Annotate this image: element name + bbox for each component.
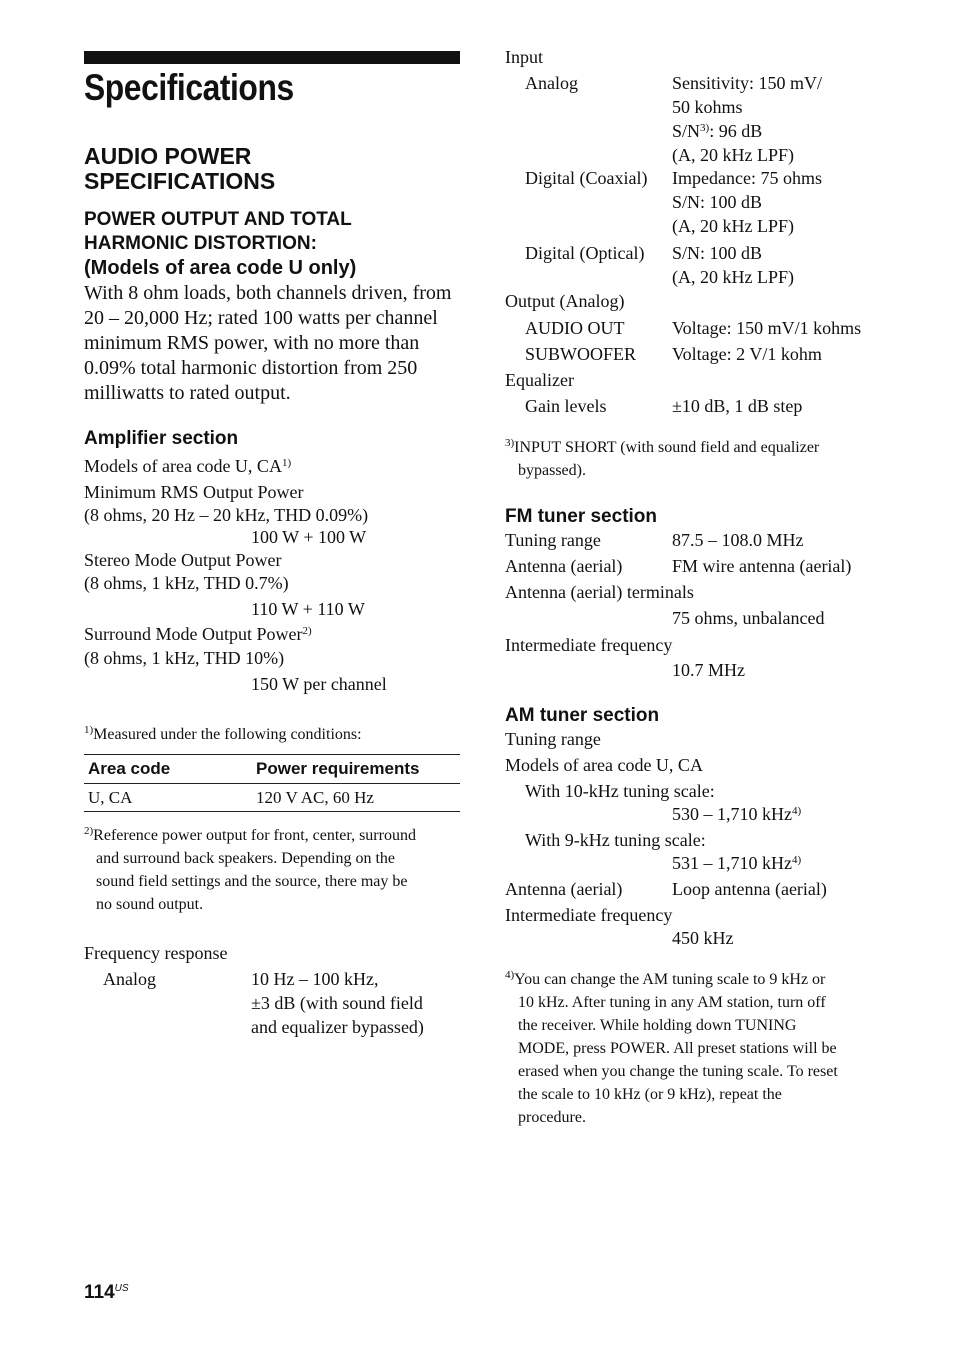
footnote-ref: 2) (302, 625, 312, 637)
value-line (672, 119, 822, 143)
footnote-2-line (84, 824, 464, 847)
am-if-value: 450 kHz (672, 928, 734, 948)
am-9khz-label: With 9-kHz tuning scale: (525, 830, 706, 850)
am-9khz-value-line (672, 851, 801, 875)
audio-out-label: AUDIO OUT (525, 318, 625, 338)
gain-levels-value: ±10 dB, 1 dB step (672, 396, 803, 416)
footnote-marker: 3) (505, 437, 515, 449)
fm-if-label: Intermediate frequency (505, 635, 673, 655)
table-cell-power-requirements: 120 V AC, 60 Hz (252, 784, 460, 812)
audio-power-heading-line2: SPECIFICATIONS (84, 168, 276, 194)
footnote-2-line: and surround back speakers. Depending on the (96, 850, 396, 867)
models-area-u-subheading: (Models of area code U only) (84, 257, 357, 279)
footnote-4-line (505, 968, 890, 991)
gain-levels-label: Gain levels (525, 396, 607, 416)
input-label: Input (505, 47, 543, 67)
value-line: ±3 dB (with sound field (251, 993, 423, 1013)
footnote-4-line: procedure. (518, 1109, 586, 1126)
power-output-subheading-line2: HARMONIC DISTORTION: (84, 233, 317, 254)
footnote-4-line: 10 kHz. After tuning in any AM station, turn off (518, 994, 826, 1011)
am-10khz-value-line (672, 802, 801, 826)
page-number-suffix: US (114, 1283, 129, 1294)
footnote-4-line: erased when you change the tuning scale. To reset (518, 1063, 838, 1080)
min-rms-label: Minimum RMS Output Power (84, 482, 304, 502)
footnote-2-text: Reference power output for front, center, surround (93, 827, 416, 844)
am-if-label: Intermediate frequency (505, 905, 673, 925)
min-rms-conditions: (8 ohms, 20 Hz – 20 kHz, THD 0.09%) (84, 505, 369, 525)
value-line: (A, 20 kHz LPF) (672, 267, 794, 287)
para-line: With 8 ohm loads, both channels driven, from (84, 282, 452, 304)
subwoofer-label: SUBWOOFER (525, 344, 637, 364)
fm-tuning-range-value: 87.5 – 108.0 MHz (672, 530, 804, 550)
amp-models-text: Models of area code U, CA (84, 456, 282, 476)
audio-power-heading-line1: AUDIO POWER (84, 143, 252, 169)
surround-mode-conditions: (8 ohms, 1 kHz, THD 10%) (84, 648, 285, 668)
footnote-4-line: MODE, press POWER. All preset stations will be (518, 1040, 837, 1057)
power-output-paragraph (84, 281, 451, 406)
value-line: S/N: 100 dB (672, 243, 763, 263)
value-line: and equalizer bypassed) (251, 1017, 424, 1037)
fm-if-value: 10.7 MHz (672, 660, 745, 680)
surround-mode-label: Surround Mode Output Power (84, 624, 303, 644)
output-label: Output (Analog) (505, 291, 625, 311)
table-header-row (84, 755, 460, 784)
footnote-marker: 2) (84, 825, 94, 837)
footnote-2-line: sound field settings and the source, there may be (96, 873, 408, 890)
subwoofer-value: Voltage: 2 V/1 kohm (672, 344, 822, 364)
para-line: 0.09% total harmonic distortion from 250 (84, 357, 418, 379)
footnote-3-line (505, 436, 885, 459)
surround-mode-value: 150 W per channel (251, 674, 387, 694)
footnote-2 (84, 824, 464, 916)
page-number-value: 114 (84, 1282, 115, 1303)
input-analog-values (672, 71, 822, 167)
footnote-ref: 4) (792, 854, 802, 866)
amp-models-line (84, 454, 291, 478)
sn-text: S/N (672, 121, 701, 141)
footnote-marker: 1) (84, 724, 94, 736)
input-coaxial-values (672, 166, 822, 238)
fm-tuner-heading: FM tuner section (505, 506, 658, 527)
stereo-mode-label: Stereo Mode Output Power (84, 550, 282, 570)
page-title: Specifications (84, 67, 294, 108)
footnote-3-text: INPUT SHORT (with sound field and equalizer (514, 439, 820, 456)
power-output-subheading (84, 208, 460, 256)
value-line: Impedance: 75 ohms (672, 168, 822, 188)
amplifier-section-heading: Amplifier section (84, 428, 239, 449)
am-10khz-value: 530 – 1,710 kHz (672, 804, 792, 824)
fm-antenna-value: FM wire antenna (aerial) (672, 556, 852, 576)
table-row (84, 784, 460, 812)
para-line: minimum RMS power, with no more than (84, 332, 420, 354)
equalizer-label: Equalizer (505, 370, 574, 390)
frequency-response-label: Frequency response (84, 943, 228, 963)
am-antenna-value: Loop antenna (aerial) (672, 879, 827, 899)
freq-analog-label: Analog (103, 969, 156, 989)
audio-out-value: Voltage: 150 mV/1 kohms (672, 318, 862, 338)
title-rule (84, 51, 460, 64)
footnote-4 (505, 968, 890, 1129)
freq-analog-value (251, 967, 424, 1039)
power-requirements-table (84, 754, 460, 812)
footnote-3-line: bypassed). (518, 462, 586, 479)
fm-terminals-value: 75 ohms, unbalanced (672, 608, 825, 628)
value-line: 10 Hz – 100 kHz, (251, 969, 379, 989)
min-rms-value: 100 W + 100 W (251, 527, 367, 547)
table-header-area-code: Area code (84, 755, 252, 784)
footnote-marker: 4) (505, 969, 515, 981)
value-line: S/N: 100 dB (672, 192, 763, 212)
value-line: 50 kohms (672, 97, 743, 117)
power-output-subheading-line1: POWER OUTPUT AND TOTAL (84, 209, 352, 230)
am-tuner-heading: AM tuner section (505, 705, 660, 726)
footnote-ref: 3) (700, 122, 710, 134)
surround-mode-line (84, 622, 312, 646)
footnote-4-line: the receiver. While holding down TUNING (518, 1017, 797, 1034)
footnote-ref: 4) (792, 805, 802, 817)
stereo-mode-conditions: (8 ohms, 1 kHz, THD 0.7%) (84, 573, 289, 593)
input-coaxial-label: Digital (Coaxial) (525, 168, 648, 188)
am-10khz-label: With 10-kHz tuning scale: (525, 781, 715, 801)
input-analog-label: Analog (525, 73, 578, 93)
fm-antenna-label: Antenna (aerial) (505, 556, 623, 576)
fm-terminals-label: Antenna (aerial) terminals (505, 582, 694, 602)
am-antenna-label: Antenna (aerial) (505, 879, 623, 899)
value-line: (A, 20 kHz LPF) (672, 145, 794, 165)
input-optical-label: Digital (Optical) (525, 243, 645, 263)
table-cell-area-code: U, CA (84, 784, 252, 812)
audio-power-heading (84, 144, 275, 194)
para-line: milliwatts to rated output. (84, 382, 291, 404)
stereo-mode-value: 110 W + 110 W (251, 599, 365, 619)
value-line: Sensitivity: 150 mV/ (672, 73, 823, 93)
am-tuning-range-label: Tuning range (505, 729, 601, 749)
footnote-1 (84, 723, 362, 746)
am-9khz-value: 531 – 1,710 kHz (672, 853, 792, 873)
value-line: (A, 20 kHz LPF) (672, 216, 794, 236)
fm-tuning-range-label: Tuning range (505, 530, 601, 550)
footnote-4-line: the scale to 10 kHz (or 9 kHz), repeat the (518, 1086, 782, 1103)
footnote-1-text: Measured under the following conditions: (93, 726, 362, 743)
am-models-label: Models of area code U, CA (505, 755, 703, 775)
footnote-2-line: no sound output. (96, 896, 204, 913)
input-optical-values (672, 241, 794, 289)
para-line: 20 – 20,000 Hz; rated 100 watts per channel (84, 307, 438, 329)
footnote-ref: 1) (281, 457, 292, 469)
table-header-power-requirements: Power requirements (252, 755, 460, 784)
page-number (84, 1282, 129, 1304)
footnote-3 (505, 436, 885, 482)
footnote-4-text: You can change the AM tuning scale to 9 kHz or (514, 971, 826, 988)
sn-value: : 96 dB (709, 121, 763, 141)
